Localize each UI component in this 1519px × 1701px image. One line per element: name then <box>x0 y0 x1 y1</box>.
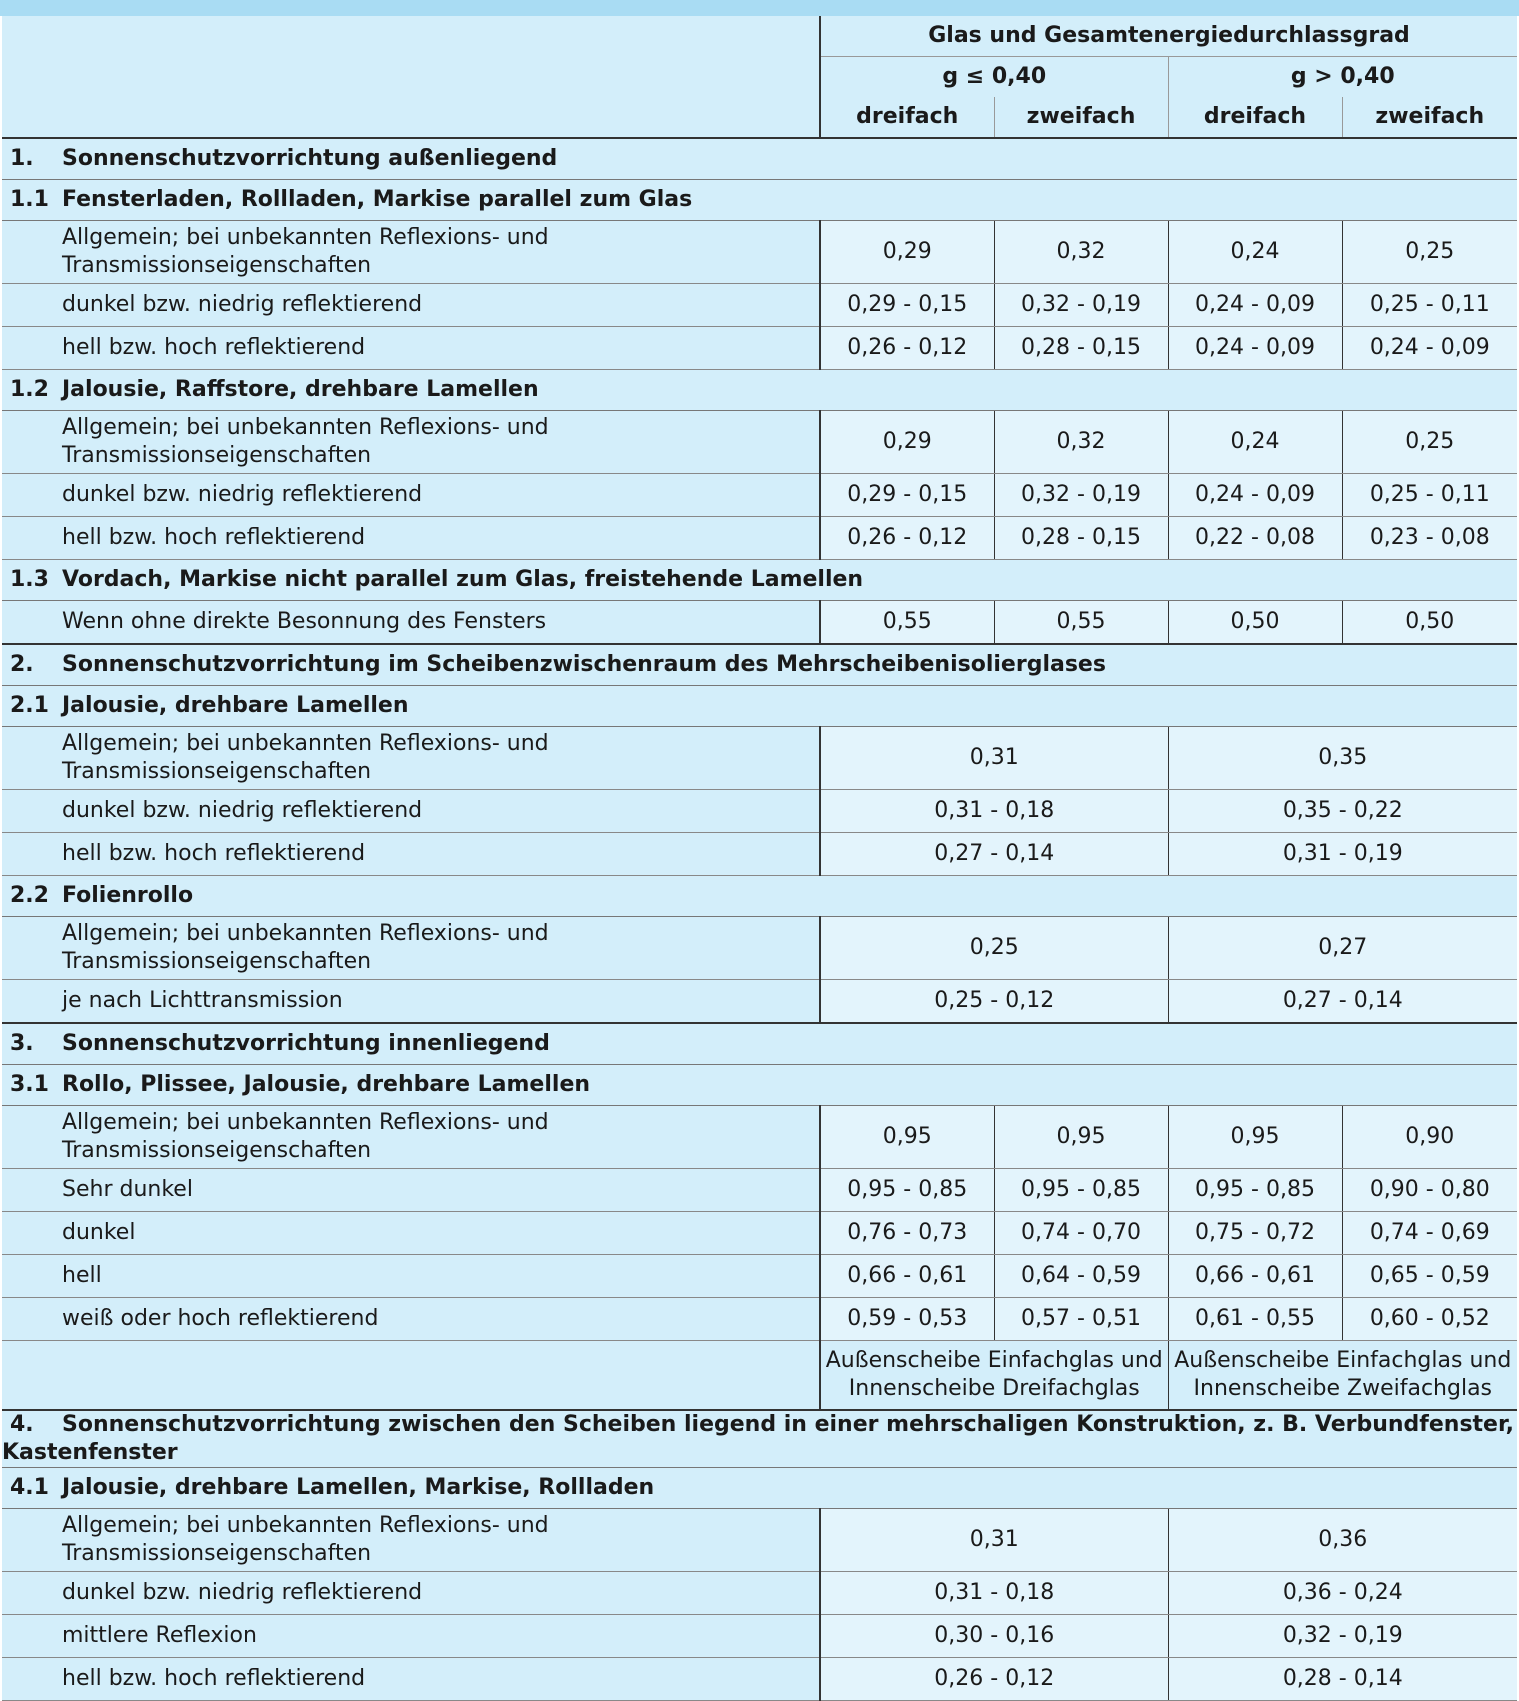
subsection-number: 4.1 <box>10 1475 49 1500</box>
table-row <box>2 1509 1517 1572</box>
row-label: Allgemein; bei unbekannten Reflexions- und Transmissionseigenschaften <box>2 727 820 790</box>
header-col-dreifach-2: dreifach <box>1168 97 1342 138</box>
subsection-row <box>2 686 1517 727</box>
value-cell: 0,32 <box>994 411 1168 474</box>
table-row <box>2 327 1517 370</box>
table-row <box>2 1212 1517 1255</box>
section-title: Sonnenschutzvorrichtung im Scheibenzwischenraum des Mehrscheibenisolierglases <box>62 652 1106 677</box>
section-number: 1. <box>10 146 34 171</box>
value-cell: 0,28 - 0,15 <box>994 517 1168 560</box>
value-cell: 0,74 - 0,69 <box>1342 1212 1517 1255</box>
row-label: Allgemein; bei unbekannten Reflexions- und Transmissionseigenschaften <box>2 411 820 474</box>
subsection-number: 1.2 <box>10 377 49 402</box>
section-number: 2. <box>10 652 34 677</box>
value-cell: 0,36 - 0,24 <box>1168 1572 1517 1615</box>
value-cell: 0,31 - 0,18 <box>820 790 1168 833</box>
table-row <box>2 474 1517 517</box>
table-row <box>2 1255 1517 1298</box>
value-cell: 0,65 - 0,59 <box>1342 1255 1517 1298</box>
row-label: hell bzw. hoch reflektierend <box>2 327 820 370</box>
value-cell: 0,35 - 0,22 <box>1168 790 1517 833</box>
table-row <box>2 1572 1517 1615</box>
value-cell: 0,55 <box>820 601 994 645</box>
section-number: 3. <box>10 1031 34 1056</box>
row-label: Sehr dunkel <box>2 1169 820 1212</box>
value-cell: 0,23 - 0,08 <box>1342 517 1517 560</box>
value-cell: 0,35 <box>1168 727 1517 790</box>
table-row <box>2 917 1517 980</box>
table-row <box>2 980 1517 1024</box>
table-row <box>2 284 1517 327</box>
table-row <box>2 727 1517 790</box>
value-cell: 0,95 - 0,85 <box>994 1169 1168 1212</box>
value-cell: 0,95 - 0,85 <box>820 1169 994 1212</box>
row-label: Allgemein; bei unbekannten Reflexions- und Transmissionseigenschaften <box>2 221 820 284</box>
table-row <box>2 517 1517 560</box>
value-cell: 0,32 - 0,19 <box>994 284 1168 327</box>
value-cell: 0,29 <box>820 411 994 474</box>
value-cell: 0,95 <box>820 1106 994 1169</box>
row-label: dunkel bzw. niedrig reflektierend <box>2 284 820 327</box>
value-cell: 0,50 <box>1342 601 1517 645</box>
value-cell: 0,29 - 0,15 <box>820 474 994 517</box>
value-cell: 0,25 <box>1342 221 1517 284</box>
value-cell: 0,26 - 0,12 <box>820 327 994 370</box>
header-col-zweifach-2: zweifach <box>1342 97 1517 138</box>
row-label: Allgemein; bei unbekannten Reflexions- und Transmissionseigenschaften <box>2 1106 820 1169</box>
value-cell: 0,25 - 0,12 <box>820 980 1168 1024</box>
subsection-title: Folienrollo <box>62 883 194 908</box>
table-row <box>2 601 1517 645</box>
value-cell: 0,25 <box>820 917 1168 980</box>
table-row <box>2 1658 1517 1701</box>
subsection-title: Rollo, Plissee, Jalousie, drehbare Lamellen <box>62 1072 591 1097</box>
value-cell: 0,55 <box>994 601 1168 645</box>
section-row <box>2 138 1517 180</box>
value-cell: 0,36 <box>1168 1509 1517 1572</box>
value-cell: 0,32 - 0,19 <box>994 474 1168 517</box>
section-row <box>2 1410 1517 1468</box>
section-row <box>2 644 1517 686</box>
subsection-row <box>2 370 1517 411</box>
table-row <box>2 1106 1517 1169</box>
value-cell: 0,31 - 0,19 <box>1168 833 1517 876</box>
table-row <box>2 1169 1517 1212</box>
value-cell: 0,26 - 0,12 <box>820 1658 1168 1701</box>
header-col-zweifach-1: zweifach <box>994 97 1168 138</box>
value-cell: 0,90 - 0,80 <box>1342 1169 1517 1212</box>
value-cell: 0,32 - 0,19 <box>1168 1615 1517 1658</box>
subsection-row <box>2 1065 1517 1106</box>
value-cell: 0,22 - 0,08 <box>1168 517 1342 560</box>
subsection-title: Jalousie, Raffstore, drehbare Lamellen <box>62 377 539 402</box>
header-col-dreifach-1: dreifach <box>820 97 994 138</box>
value-cell: 0,25 <box>1342 411 1517 474</box>
value-cell: 0,95 - 0,85 <box>1168 1169 1342 1212</box>
value-cell: 0,25 - 0,11 <box>1342 474 1517 517</box>
value-cell: 0,25 - 0,11 <box>1342 284 1517 327</box>
value-cell: 0,66 - 0,61 <box>1168 1255 1342 1298</box>
value-cell: 0,60 - 0,52 <box>1342 1298 1517 1341</box>
section-title: Sonnenschutzvorrichtung zwischen den Scheiben liegend in einer mehrschaligen Konstruktion, z. B. Verbundfenster, Kastenfenster <box>2 1412 1514 1465</box>
row-label: je nach Lichttransmission <box>2 980 820 1024</box>
value-cell: 0,31 <box>820 1509 1168 1572</box>
value-cell: 0,59 - 0,53 <box>820 1298 994 1341</box>
value-cell: 0,24 - 0,09 <box>1342 327 1517 370</box>
value-cell: 0,75 - 0,72 <box>1168 1212 1342 1255</box>
shading-coefficient-table <box>2 16 1517 1701</box>
value-cell: 0,26 - 0,12 <box>820 517 994 560</box>
value-cell: 0,24 - 0,09 <box>1168 284 1342 327</box>
table-row <box>2 833 1517 876</box>
value-cell: 0,50 <box>1168 601 1342 645</box>
value-cell: 0,76 - 0,73 <box>820 1212 994 1255</box>
subsection-title: Fensterladen, Rollladen, Markise parallel zum Glas <box>62 187 693 212</box>
header-blank-cell <box>2 16 820 138</box>
subsection-number: 2.2 <box>10 883 49 908</box>
value-cell: 0,24 - 0,09 <box>1168 474 1342 517</box>
row-label: hell bzw. hoch reflektierend <box>2 517 820 560</box>
value-cell: 0,24 - 0,09 <box>1168 327 1342 370</box>
header-g-low: g ≤ 0,40 <box>820 57 1168 98</box>
subsection-number: 1.1 <box>10 187 49 212</box>
row-label: dunkel bzw. niedrig reflektierend <box>2 1572 820 1615</box>
value-cell: 0,28 - 0,14 <box>1168 1658 1517 1701</box>
value-cell: 0,28 - 0,15 <box>994 327 1168 370</box>
value-cell: 0,32 <box>994 221 1168 284</box>
value-cell: 0,24 <box>1168 221 1342 284</box>
row-label: hell <box>2 1255 820 1298</box>
value-cell: 0,61 - 0,55 <box>1168 1298 1342 1341</box>
section-title: Sonnenschutzvorrichtung innenliegend <box>62 1031 550 1056</box>
row-label: dunkel <box>2 1212 820 1255</box>
subsection-row <box>2 876 1517 917</box>
subsection-number: 1.3 <box>10 567 49 592</box>
section-title: Sonnenschutzvorrichtung außenliegend <box>62 146 558 171</box>
subsection-row <box>2 180 1517 221</box>
row-label: hell bzw. hoch reflektierend <box>2 1658 820 1701</box>
subsection-row <box>2 1468 1517 1509</box>
value-cell: 0,95 <box>994 1106 1168 1169</box>
table-row <box>2 1615 1517 1658</box>
value-cell: 0,31 <box>820 727 1168 790</box>
value-cell: 0,29 <box>820 221 994 284</box>
subsection-title: Vordach, Markise nicht parallel zum Glas, freistehende Lamellen <box>62 567 864 592</box>
note-blank-cell <box>2 1341 820 1411</box>
value-cell: 0,90 <box>1342 1106 1517 1169</box>
note-cell: Außenscheibe Einfachglas und Innenscheibe Dreifachglas <box>820 1341 1168 1411</box>
row-label: Wenn ohne direkte Besonnung des Fensters <box>2 601 820 645</box>
header-g-high: g > 0,40 <box>1168 57 1517 98</box>
row-label: hell bzw. hoch reflektierend <box>2 833 820 876</box>
value-cell: 0,66 - 0,61 <box>820 1255 994 1298</box>
header-row-group <box>2 16 1517 57</box>
row-label: Allgemein; bei unbekannten Reflexions- und Transmissionseigenschaften <box>2 1509 820 1572</box>
section-number: 4. <box>10 1412 34 1437</box>
note-row <box>2 1341 1517 1411</box>
subsection-title: Jalousie, drehbare Lamellen, Markise, Rollladen <box>62 1475 655 1500</box>
value-cell: 0,27 - 0,14 <box>1168 980 1517 1024</box>
row-label: dunkel bzw. niedrig reflektierend <box>2 474 820 517</box>
row-label: Allgemein; bei unbekannten Reflexions- und Transmissionseigenschaften <box>2 917 820 980</box>
row-label: dunkel bzw. niedrig reflektierend <box>2 790 820 833</box>
value-cell: 0,95 <box>1168 1106 1342 1169</box>
value-cell: 0,30 - 0,16 <box>820 1615 1168 1658</box>
table-row <box>2 1298 1517 1341</box>
value-cell: 0,74 - 0,70 <box>994 1212 1168 1255</box>
table-row <box>2 790 1517 833</box>
subsection-title: Jalousie, drehbare Lamellen <box>62 693 409 718</box>
subsection-row <box>2 560 1517 601</box>
subsection-number: 2.1 <box>10 693 49 718</box>
header-group-label: Glas und Gesamtenergiedurchlassgrad <box>820 16 1517 57</box>
table-row <box>2 221 1517 284</box>
value-cell: 0,24 <box>1168 411 1342 474</box>
value-cell: 0,57 - 0,51 <box>994 1298 1168 1341</box>
top-accent-bar <box>0 0 1519 16</box>
value-cell: 0,64 - 0,59 <box>994 1255 1168 1298</box>
note-cell: Außenscheibe Einfachglas und Innenscheibe Zweifachglas <box>1168 1341 1517 1411</box>
subsection-number: 3.1 <box>10 1072 49 1097</box>
table-row <box>2 411 1517 474</box>
row-label: mittlere Reflexion <box>2 1615 820 1658</box>
value-cell: 0,27 <box>1168 917 1517 980</box>
row-label: weiß oder hoch reflektierend <box>2 1298 820 1341</box>
value-cell: 0,29 - 0,15 <box>820 284 994 327</box>
section-row <box>2 1023 1517 1065</box>
value-cell: 0,27 - 0,14 <box>820 833 1168 876</box>
value-cell: 0,31 - 0,18 <box>820 1572 1168 1615</box>
